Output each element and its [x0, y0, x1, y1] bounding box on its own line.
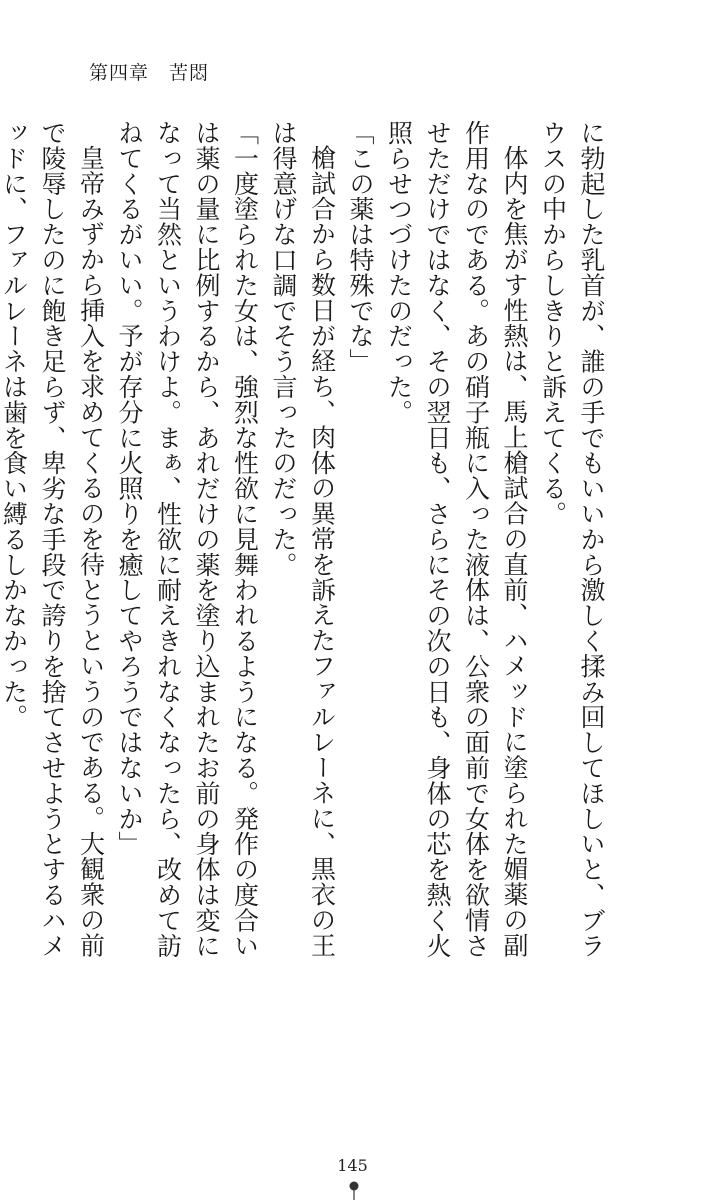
paragraph-3: 槍試合から数日が経ち、肉体の異常を訴えたファルレーネに、黒衣の王は得意げな口調でそう言ったのだった。: [269, 120, 337, 958]
dialogue-1: 「この薬は特殊でな」: [346, 120, 375, 374]
page-marker-icon: [348, 1180, 360, 1200]
chapter-title: 第四章 苦悶: [89, 62, 210, 84]
paragraph-2: 体内を焦がす性熱は、馬上槍試合の直前、ハメッドに塗られた媚薬の副作用なのである。あの硝子瓶に入った液体は、公衆の面前で女体を欲情させただけではなく、その翌日も、さらにその次の日も、身体の芯を熱く火照らせつづけたのだった。: [384, 120, 529, 959]
vertical-body-text: [0, 120, 610, 980]
paragraph-4: 皇帝みずから挿入を求めてくるのを待とうというのである。大観衆の前で陵辱したのに飽き足らず、卑劣な手段で誇りを捨てさせようとするハメッドに、ファルレーネは歯を食い縛るしかなかった。: [0, 120, 106, 959]
dialogue-2: 「一度塗られた女は、強烈な性欲に見舞われるようになる。発作の度合いは薬の量に比例するから、あれだけの薬を塗り込まれたお前の身体は変になって当然というわけよ。まぁ、性欲に耐えきれなくなったら、改めて訪ねてくるがいい。予が存分に火照りを癒してやろうではないか」: [115, 120, 260, 959]
page-number: 145: [337, 1156, 368, 1175]
paragraph-1: に勃起した乳首が、誰の手でもいいから激しく揉み回してほしいと、ブラウスの中からしきりと訴えてくる。: [538, 120, 606, 959]
